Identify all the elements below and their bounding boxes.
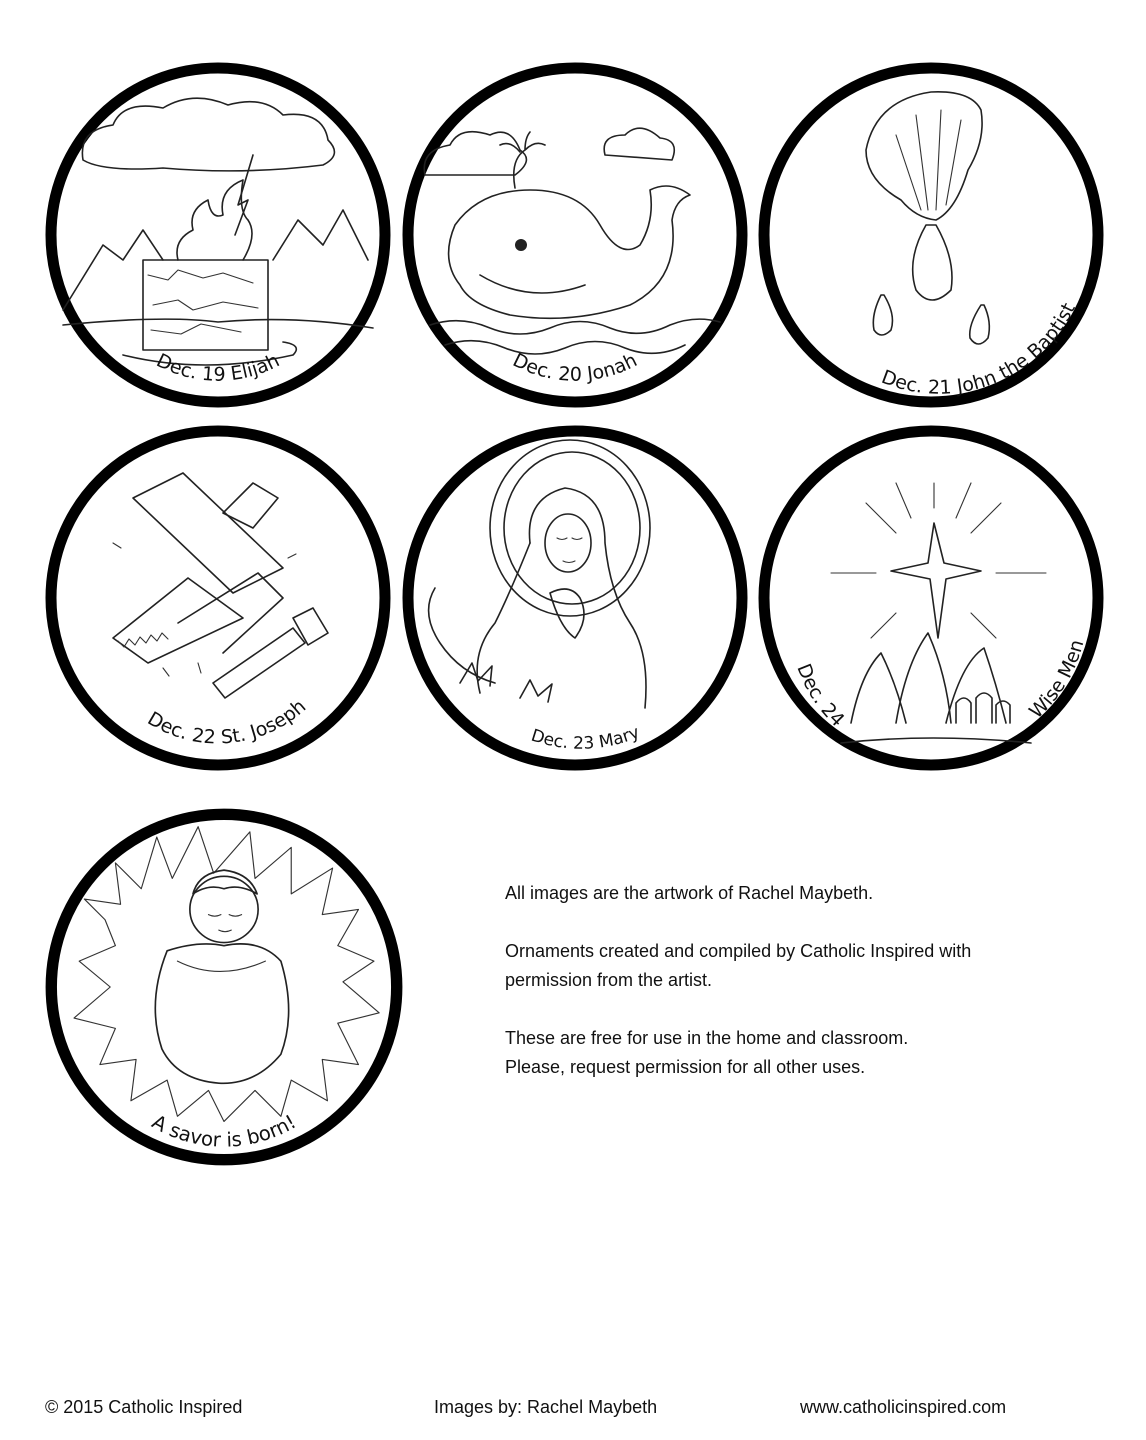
ornament-wise-men (756, 423, 1106, 773)
ornament-label: Dec. 21 John the Baptist (878, 299, 1080, 399)
ornament-label: A savor is born! (148, 1110, 300, 1152)
footer-images-by: Images by: Rachel Maybeth (434, 1397, 658, 1417)
ornament-st-joseph (43, 423, 393, 773)
ornament-label-name: Wise Men (1025, 637, 1089, 723)
ornament-label: Dec. 19 Elijah (153, 349, 283, 386)
footer-copyright: © 2015 Catholic Inspired (45, 1397, 243, 1417)
ornament-label: Dec. 20 Jonah (509, 349, 641, 386)
ornament-label: Dec. 22 St. Joseph (143, 695, 311, 749)
ornament-savior-born (43, 806, 405, 1168)
ornament-label: Dec. 23 Mary (528, 722, 643, 754)
credit-text: All images are the artwork of Rachel Maybeth. (505, 883, 874, 903)
footer-website-link[interactable]: www.catholicinspired.com (800, 1397, 1007, 1417)
ornament-label-date: Dec. 24 (792, 660, 849, 732)
compiled-text: Ornaments created and compiled by Catholic Inspired with permission from the artist. (505, 941, 972, 990)
info-block (505, 879, 1065, 1111)
ornament-john-the-baptist (756, 60, 1106, 410)
ornament-jonah (400, 60, 750, 410)
usage-text: These are free for use in the home and classroom. Please, request permission for all other uses. (505, 1028, 909, 1077)
ornament-elijah (43, 60, 393, 410)
ornament-mary (400, 423, 750, 773)
